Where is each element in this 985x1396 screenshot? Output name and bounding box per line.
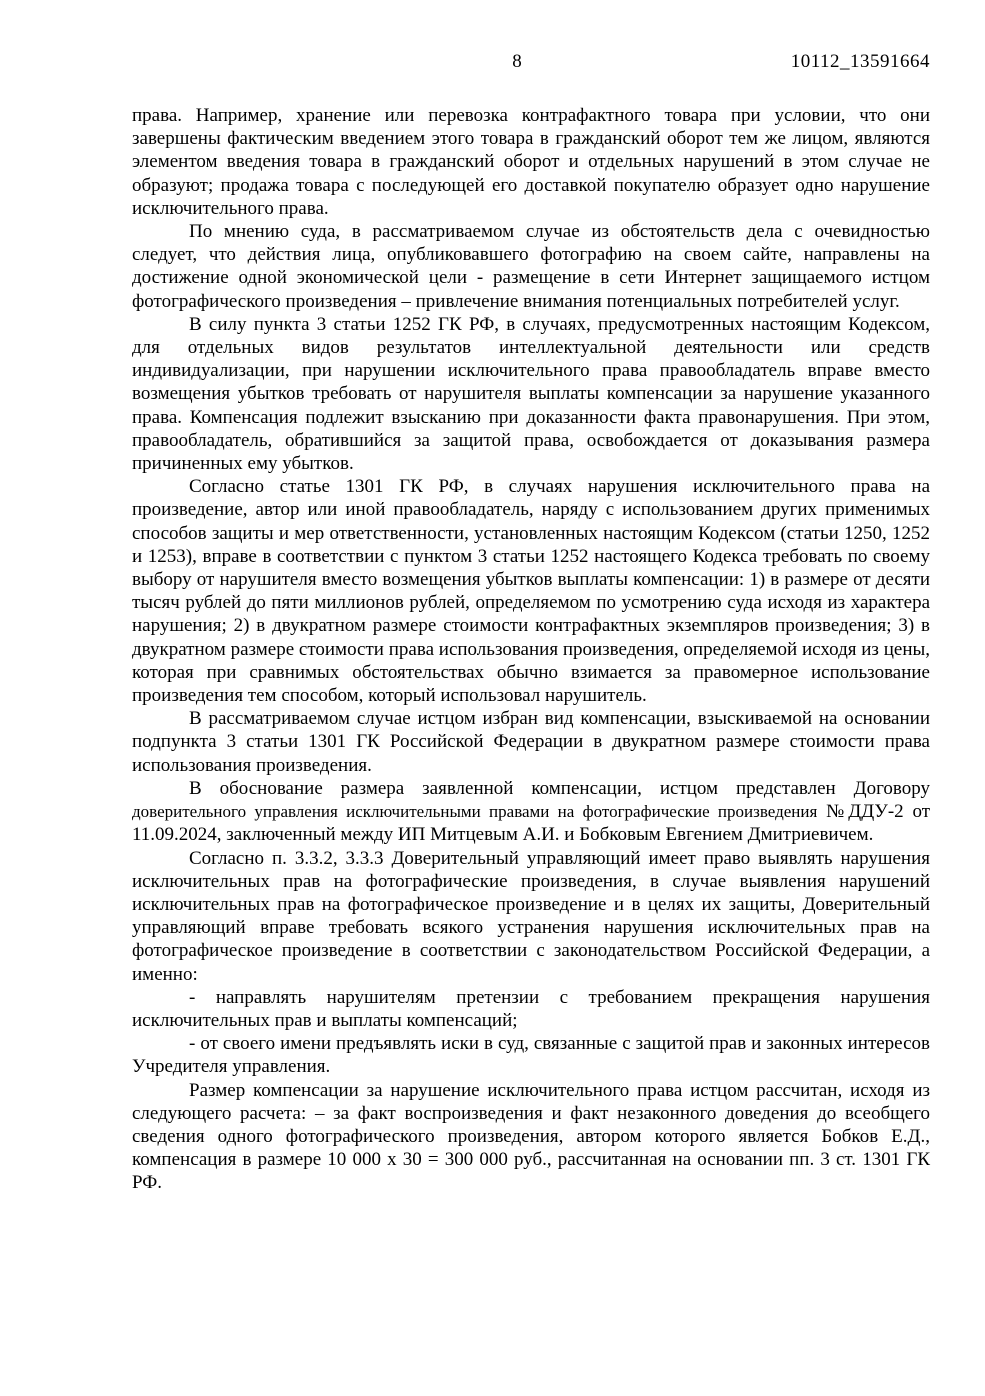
paragraph-part: №ДДУ-2 от 11.09.2024, заключенный между ИП Митцевым А.И. и Бобковым Евгением Дмитриевичем. bbox=[132, 801, 930, 846]
page-header bbox=[132, 50, 930, 74]
paragraph-part-small: доверительного управления исключительными правами на фотографические произведения bbox=[132, 802, 818, 822]
page-number: 8 bbox=[512, 51, 522, 72]
paragraph bbox=[132, 777, 930, 847]
paragraph: Согласно п. 3.3.2, 3.3.3 Доверительный управляющий имеет право выявлять нарушения исключительных прав на фотографические произведения, в случае выявления нарушений исключительных прав на фотографическое произведение и в целях их защиты, Доверительный управляющий вправе требовать всякого устранения нарушения исключительных прав на фотографическое произведение в соответствии с законодательством Российской Федерации, а именно: bbox=[132, 847, 930, 985]
document-id: 10112_13591664 bbox=[790, 51, 930, 72]
paragraph-part: В обоснование размера заявленной компенсации, истцом представлен Договору bbox=[189, 777, 930, 799]
paragraph: По мнению суда, в рассматриваемом случае из обстоятельств дела с очевидностью следует, что действия лица, опубликовавшего фотографию на своем сайте, направлены на достижение одной экономической цели - размещение в сети Интернет защищаемого истцом фотографического произведения – привлечение внимания потенциальных потребителей услуг. bbox=[132, 221, 930, 312]
paragraph: В силу пункта 3 статьи 1252 ГК РФ, в случаях, предусмотренных настоящим Кодексом, для отдельных видов результатов интеллектуальной деятельности или средств индивидуализации, при нарушении исключительного права правообладатель вправе вместо возмещения убытков требовать от нарушителя выплаты компенсации за нарушение указанного права. Компенсация подлежит взысканию при доказанности факта правонарушения. При этом, правообладатель, обратившийся за защитой права, освобождается от доказывания размера причиненных ему убытков. bbox=[132, 313, 930, 475]
document-body bbox=[132, 104, 930, 1195]
paragraph: - направлять нарушителям претензии с требованием прекращения нарушения исключительных прав и выплаты компенсаций; bbox=[132, 986, 930, 1031]
paragraph: В рассматриваемом случае истцом избран вид компенсации, взыскиваемой на основании подпункта 3 статьи 1301 ГК Российской Федерации в двукратном размере стоимости права использования произведения. bbox=[132, 708, 930, 776]
paragraph: - от своего имени предъявлять иски в суд, связанные с защитой прав и законных интересов Учредителя управления. bbox=[132, 1033, 930, 1078]
paragraph: Размер компенсации за нарушение исключительного права истцом рассчитан, исходя из следующего расчета: – за факт воспроизведения и факт незаконного доведения до всеобщего сведения одного фотографического произведения, автором которого является Бобков Е.Д., компенсация в размере 10 000 х 30 = 300 000 руб., рассчитанная на основании пп. 3 ст. 1301 ГК РФ. bbox=[132, 1079, 930, 1194]
paragraph: права. Например, хранение или перевозка контрафактного товара при условии, что они завершены фактическим введением этого товара в гражданский оборот тем же лицом, являются элементом введения товара в гражданский оборот и отдельных нарушений в этом случае не образуют; продажа товара с последующей его доставкой покупателю образует одно нарушение исключительного права. bbox=[132, 105, 930, 219]
paragraph: Согласно статье 1301 ГК РФ, в случаях нарушения исключительного права на произведение, автор или иной правообладатель, наряду с использованием других применимых способов защиты и мер ответственности, установленных настоящим Кодексом (статьи 1250, 1252 и 1253), вправе в соответствии с пунктом 3 статьи 1252 настоящего Кодекса требовать по своему выбору от нарушителя вместо возмещения убытков выплаты компенсации: 1) в размере от десяти тысяч рублей до пяти миллионов рублей, определяемом по усмотрению суда исходя из характера нарушения; 2) в двукратном размере стоимости контрафактных экземпляров произведения; 3) в двукратном размере стоимости права использования произведения, определяемой исходя из цены, которая при сравнимых обстоятельствах обычно взимается за правомерное использование произведения тем способом, который использовал нарушитель. bbox=[132, 476, 930, 707]
